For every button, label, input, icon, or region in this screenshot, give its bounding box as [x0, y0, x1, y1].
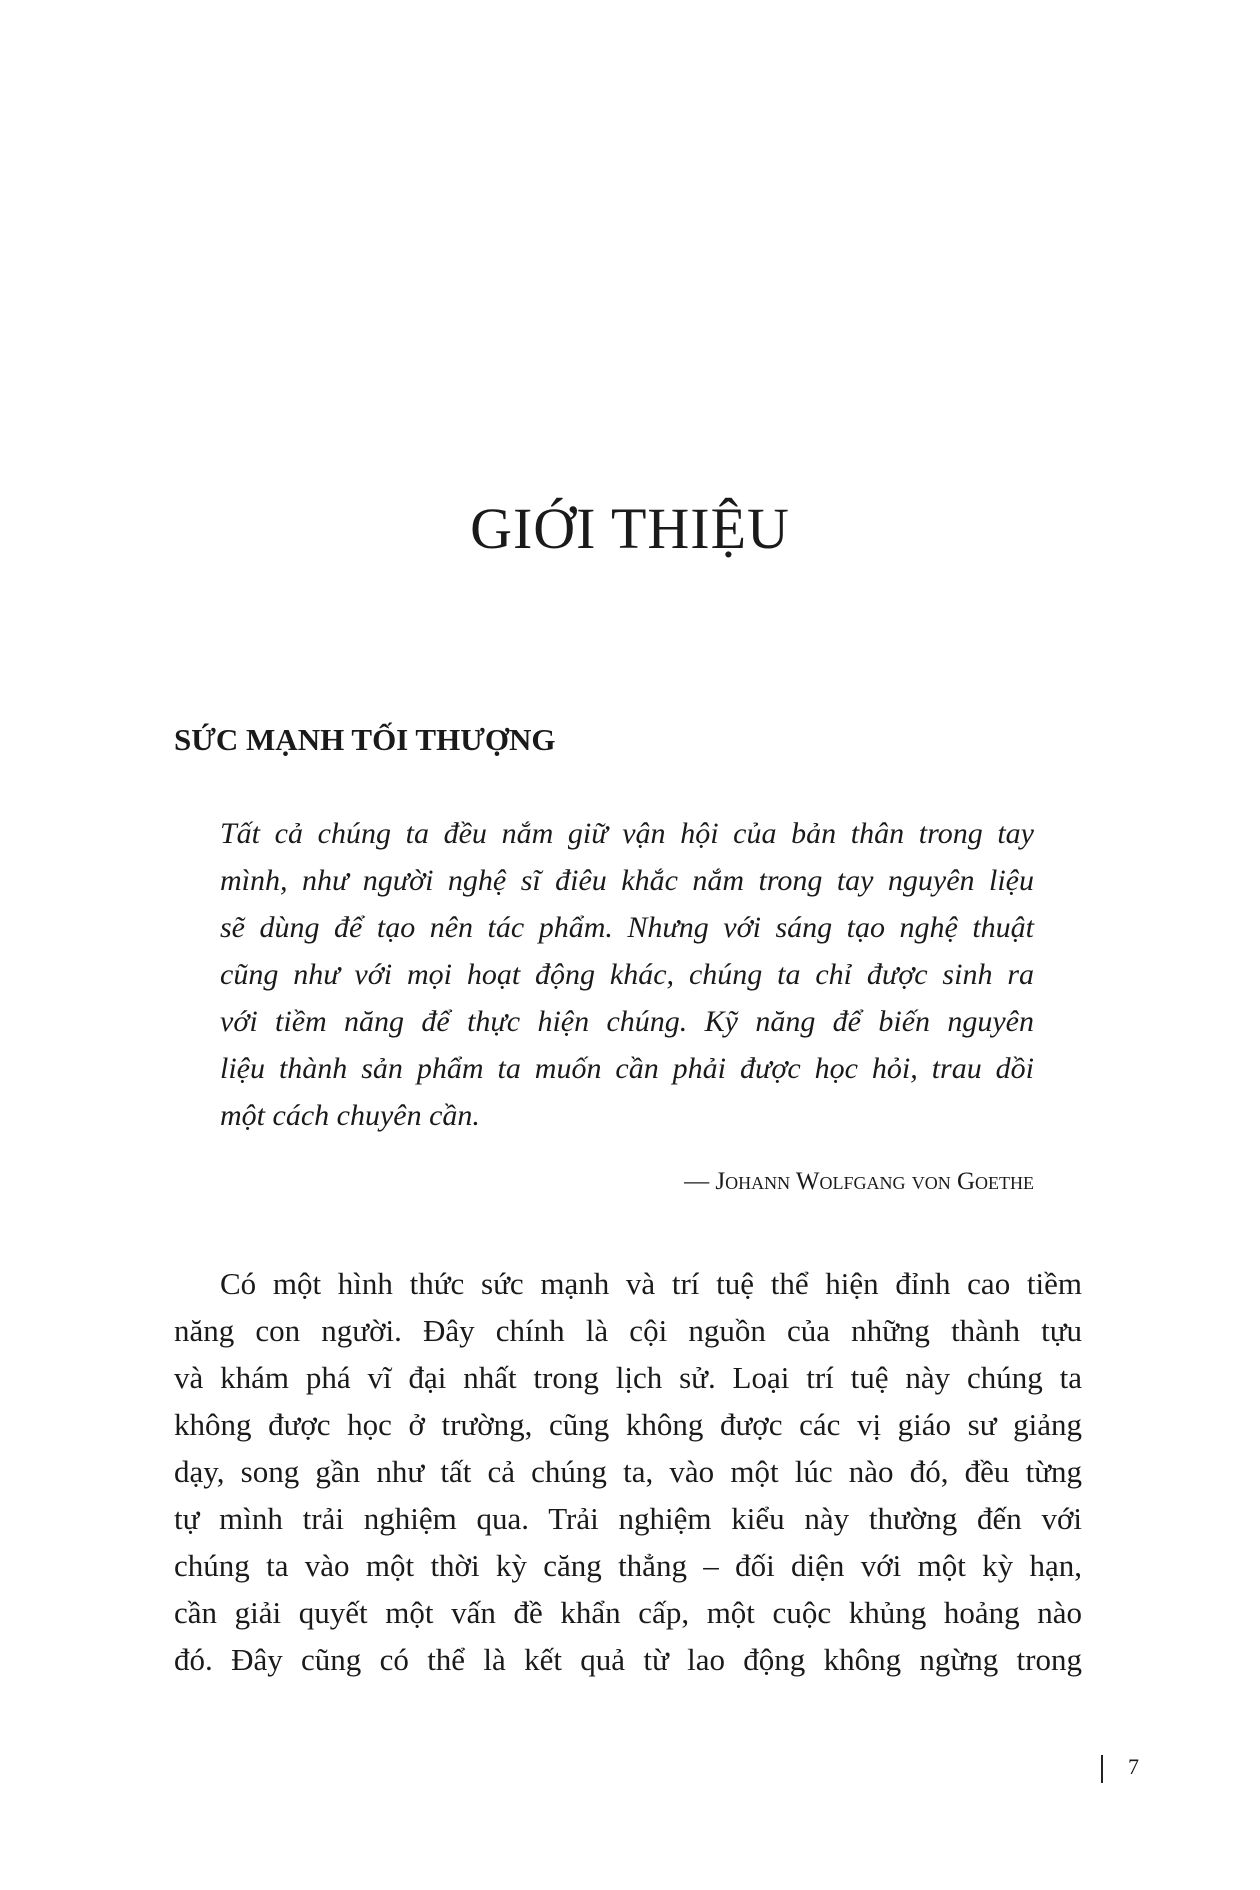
quote-line: Tất cả chúng ta đều nắm giữ vận hội của bản thân trong tay — [220, 817, 1034, 850]
page-number-divider — [1101, 1755, 1103, 1783]
quote-line: với tiềm năng để thực hiện chúng. Kỹ năng để biến nguyên — [220, 1005, 1034, 1038]
quote-line: cũng như với mọi hoạt động khác, chúng ta chỉ được sinh ra — [220, 958, 1034, 991]
body-line: chúng ta vào một thời kỳ căng thẳng – đối diện với một kỳ hạn, — [174, 1548, 1082, 1583]
epigraph-quote — [220, 810, 1034, 1139]
body-line: năng con người. Đây chính là cội nguồn của những thành tựu — [174, 1313, 1082, 1348]
body-line: cần giải quyết một vấn đề khẩn cấp, một cuộc khủng hoảng nào — [174, 1595, 1082, 1630]
body-line: và khám phá vĩ đại nhất trong lịch sử. Loại trí tuệ này chúng ta — [174, 1360, 1082, 1395]
body-line: không được học ở trường, cũng không được các vị giáo sư giảng — [174, 1407, 1082, 1442]
quote-line: một cách chuyên cần. — [220, 1099, 480, 1132]
quote-line: sẽ dùng để tạo nên tác phẩm. Nhưng với sáng tạo nghệ thuật — [220, 911, 1034, 944]
chapter-title: GIỚI THIỆU — [470, 496, 790, 561]
body-line: tự mình trải nghiệm qua. Trải nghiệm kiểu này thường đến với — [174, 1501, 1082, 1536]
epigraph-attribution: — Johann Wolfgang von Goethe — [684, 1168, 1034, 1195]
body-paragraph — [174, 1260, 1082, 1683]
page-number: 7 — [1128, 1754, 1139, 1779]
body-line: đó. Đây cũng có thể là kết quả từ lao động không ngừng trong — [174, 1642, 1082, 1677]
body-line: dạy, song gần như tất cả chúng ta, vào một lúc nào đó, đều từng — [174, 1454, 1082, 1489]
quote-line: mình, như người nghệ sĩ điêu khắc nắm trong tay nguyên liệu — [220, 864, 1034, 897]
quote-line: liệu thành sản phẩm ta muốn cần phải được học hỏi, trau dồi — [220, 1052, 1034, 1085]
section-heading: SỨC MẠNH TỐI THƯỢNG — [174, 722, 556, 757]
body-line: Có một hình thức sức mạnh và trí tuệ thể hiện đỉnh cao tiềm — [220, 1266, 1082, 1301]
